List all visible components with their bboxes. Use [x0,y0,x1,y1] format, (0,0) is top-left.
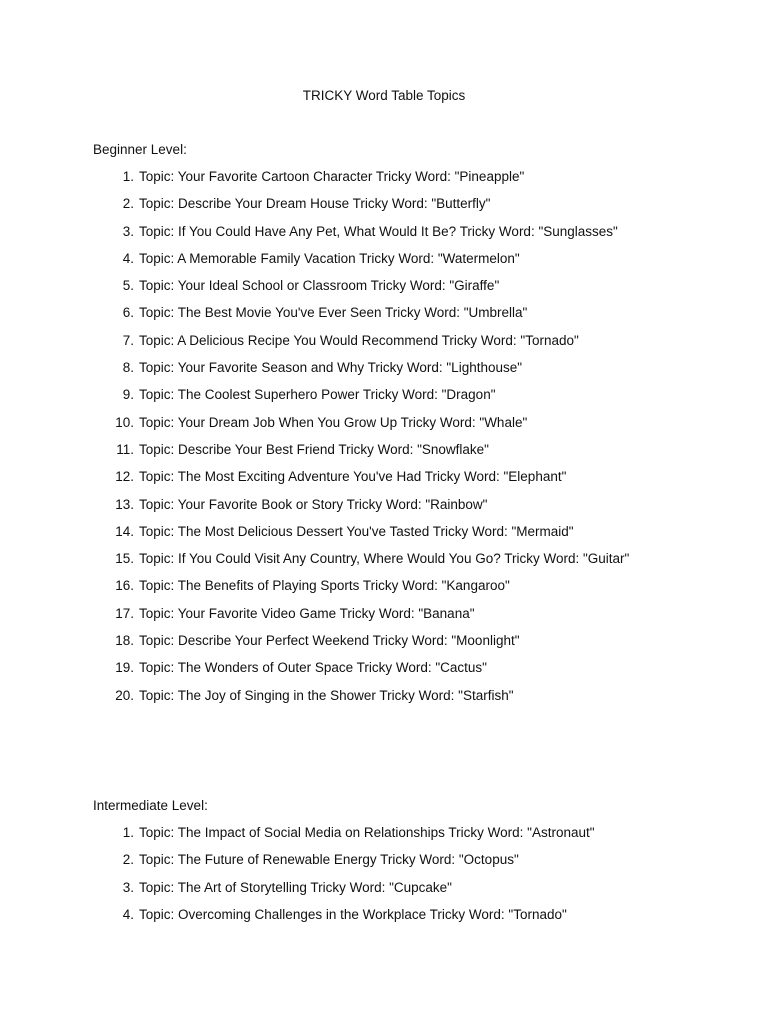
list-item-text: Topic: The Most Delicious Dessert You've Tasted Tricky Word: "Mermaid" [139,523,574,539]
list-item-number: 1. [122,825,134,840]
list-item-number: 10. [115,414,134,430]
list-item-number: 1. [122,169,134,184]
list-item-number: 7. [122,332,134,348]
list-item-text: Topic: Your Ideal School or Classroom Tricky Word: "Giraffe" [139,278,500,294]
list-item-text: Topic: The Art of Storytelling Tricky Word: "Cupcake" [139,879,452,895]
list-item-text: Topic: Describe Your Best Friend Tricky Word: "Snowflake" [139,441,489,457]
list-item-text: Topic: Overcoming Challenges in the Workplace Tricky Word: "Tornado" [139,906,567,922]
list-item-text: Topic: Your Favorite Season and Why Tricky Word: "Lighthouse" [139,360,523,376]
list-item-number: 12. [115,469,134,485]
list-item-number: 9. [122,387,134,403]
list-item-text: Topic: The Impact of Social Media on Relationships Tricky Word: "Astronaut" [139,825,595,840]
list-item-number: 14. [115,523,134,539]
document-title: TRICKY Word Table Topics [302,88,466,103]
list-item-text: Topic: If You Could Have Any Pet, What Would It Be? Tricky Word: "Sunglasses" [139,223,618,239]
list-item-text: Topic: The Most Exciting Adventure You've Had Tricky Word: "Elephant" [139,469,567,485]
list-item-text: Topic: The Joy of Singing in the Shower Tricky Word: "Starfish" [139,687,514,703]
list-item-text: Topic: The Wonders of Outer Space Tricky Word: "Cactus" [139,660,487,676]
list-item-text: Topic: Your Favorite Video Game Tricky Word: "Banana" [139,605,475,621]
list-item-number: 19. [115,660,134,676]
list-item-number: 15. [115,551,134,567]
list-item-number: 16. [115,578,134,594]
list-item-number: 3. [122,223,134,239]
list-item-number: 4. [122,906,134,922]
list-item-text: Topic: Describe Your Dream House Tricky Word: "Butterfly" [139,196,491,212]
list-item-number: 5. [122,278,134,294]
list-item-number: 20. [115,687,134,703]
list-item-number: 4. [122,250,134,266]
list-item-number: 2. [122,196,134,212]
list-item-number: 18. [115,633,134,649]
list-item-number: 17. [115,605,134,621]
list-item-text: Topic: Your Favorite Book or Story Tricky Word: "Rainbow" [139,496,488,512]
list-item-number: 3. [122,879,134,895]
list-item-text: Topic: The Coolest Superhero Power Tricky Word: "Dragon" [139,387,496,403]
list-item-number: 2. [122,852,134,868]
section-heading-beginner: Beginner Level: [93,142,187,157]
list-item-text: Topic: A Memorable Family Vacation Tricky Word: "Watermelon" [139,250,520,266]
list-item-number: 11. [116,441,134,457]
list-item-text: Topic: The Best Movie You've Ever Seen Tricky Word: "Umbrella" [139,305,528,321]
list-item-text: Topic: Your Favorite Cartoon Character Tricky Word: "Pineapple" [139,169,525,184]
section-heading-intermediate: Intermediate Level: [93,798,208,813]
list-item-text: Topic: A Delicious Recipe You Would Recommend Tricky Word: "Tornado" [139,332,579,348]
list-item-text: Topic: If You Could Visit Any Country, Where Would You Go? Tricky Word: "Guitar" [139,551,630,567]
list-item-number: 8. [122,360,134,376]
list-item-text: Topic: Your Dream Job When You Grow Up Tricky Word: "Whale" [139,414,528,430]
list-item-text: Topic: The Future of Renewable Energy Tricky Word: "Octopus" [139,852,519,868]
list-item-number: 13. [115,496,134,512]
list-item-number: 6. [122,305,134,321]
list-item-text: Topic: The Benefits of Playing Sports Tricky Word: "Kangaroo" [139,578,510,594]
list-item-text: Topic: Describe Your Perfect Weekend Tricky Word: "Moonlight" [139,633,520,649]
